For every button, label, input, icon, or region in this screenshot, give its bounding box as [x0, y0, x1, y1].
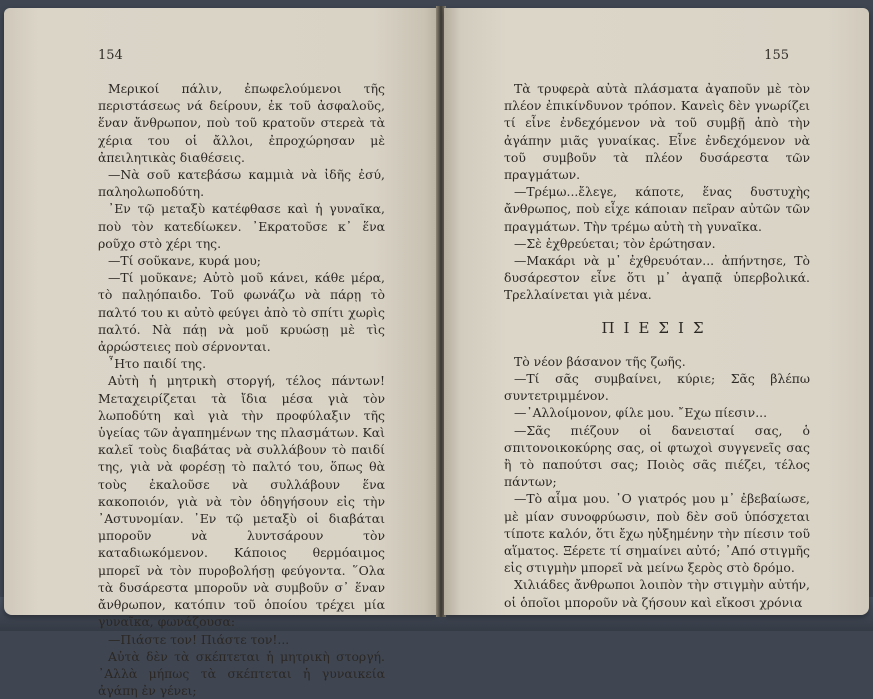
- paragraph: —Σᾶς πιέζουν οἱ δανεισταί σας, ὁ σπιτονοικοκύρης σας, οἱ φτωχοὶ συγγενεῖς σας ἢ τὸ παπούτσι σας; Ποιὸς σᾶς πιέζει, τέλος πάντων;: [504, 422, 810, 490]
- right-page-text: [504, 80, 810, 611]
- section-heading: ΠΙΕΣΙΣ: [601, 318, 713, 337]
- paragraph: —᾿Αλλοίμονον, φίλε μου. ῎Εχω πίεσιν...: [514, 405, 768, 421]
- paragraph: ῏Ητο παιδί της.: [108, 356, 207, 372]
- paragraph: —Πιάστε τον! Πιάστε τον!...: [108, 631, 290, 647]
- paragraph: Τὰ τρυφερὰ αὐτὰ πλάσματα ἀγαποῦν μὲ τὸν πλέον ἐπικίνδυνον τρόπον. Κανεὶς δὲν γνωρίζει τί εἶνε ἐνδεχόμενον νὰ τοῦ συμβῇ ἀπὸ τὴν ἀγάπην μιᾶς γυναίκας. Εἶνε ἐνδεχόμενον νὰ τοῦ συμβοῦν τὰ πλέον δυσάρεστα τῶν πραγμάτων.: [504, 81, 810, 183]
- paragraph: Χιλιάδες ἄνθρωποι λοιπὸν τὴν στιγμὴν αὐτήν, οἱ ὁποῖοι μποροῦν νὰ ζήσουν καὶ εἴκοσι χρόνια: [504, 577, 810, 610]
- paragraph: —Τί σᾶς συμβαίνει, κύριε; Σᾶς βλέπω συντετριμμένον.: [504, 371, 810, 404]
- left-page: [4, 8, 438, 699]
- paragraph: —Τρέμω...ἔλεγε, κάποτε, ἕνας δυστυχὴς ἄνθρωπος, ποὺ εἶχε κάποιαν πεῖραν αὐτῶν τῶν πραγμάτων. Τὴν τρέμω αὐτὴ τὴ γυναῖκα.: [504, 184, 810, 234]
- right-page: [444, 8, 869, 615]
- paragraph: Αὐτὰ δὲν τὰ σκέπτεται ἡ μητρικὴ στοργή. ᾿Αλλὰ μήπως τὰ σκέπτεται ἡ γυναικεία ἀγάπη ἐν γένει;: [98, 648, 385, 699]
- paragraph: Μερικοί πάλιν, ἐπωφελούμενοι τῆς περιστάσεως νά δείρουν, ἐκ τοῦ ἀσφαλοῦς, ἕναν ἄνθρωπον, ποὺ τοῦ κρατοῦν στερεὰ τὰ χέρια του οἱ ἄλλοι, ἐπροχώρησαν μὲ ἀπειλητικὰς διαθέσεις.: [98, 81, 385, 165]
- left-page-text: [98, 80, 385, 699]
- paragraph: ᾿Εν τῷ μεταξὺ κατέφθασε καὶ ἡ γυναῖκα, ποὺ τὸν κατεδίωκεν. ᾿Εκρατοῦσε κ᾿ ἕνα ροῦχο στὸ χέρι της.: [98, 201, 385, 251]
- paragraph: —Τί μοῦκανε; Αὐτὸ μοῦ κάνει, κάθε μέρα, τὸ παλῃόπαιδο. Τοῦ φωνάζω νὰ πάρῃ τὸ παλτό του κι αὐτὸ φεύγει ἀπὸ τὸ σπίτι χωρὶς παλτό. Νὰ πάῃ νὰ μοῦ κρυώσῃ μὲ τὶς ἀρρώστειες ποὺ σέρνονται.: [98, 270, 385, 355]
- page-number-right: 155: [764, 48, 789, 63]
- paragraph: —Τί σοῦκανε, κυρά μου;: [108, 253, 261, 269]
- paragraph: —Μακάρι νὰ μ᾿ ἐχθρευόταν... ἀπήντησε, Τὸ δυσάρεστον εἶνε ὅτι μ᾿ ἀγαπᾷ ὑπερβολικά. Τρελλαίνεται γιὰ μένα.: [504, 253, 810, 303]
- paragraph: Αὐτὴ ἡ μητρικὴ στοργή, τέλος πάντων! Μεταχειρίζεται τὰ ἴδια μέσα γιὰ τὸν λωποδύτη καὶ γιὰ τὴν προφύλαξιν τῆς ὑγείας τῶν ἀγαπημένων της πλασμάτων. Καὶ καλεῖ τοὺς διαβάτας νὰ συλλάβουν τὸ παιδί της, γιὰ νὰ φορέσῃ τὸ παλτό του, ὅπως θὰ τοὺς ἐκαλοῦσε νὰ συλλάβουν ἕνα κακοποιόν, γιὰ νὰ τὸν ὁδηγήσουν εἰς τὴν ᾿Αστυνομίαν. ᾿Εν τῷ μεταξὺ οἱ διαβάται μποροῦν νὰ λυντσάρουν τὸν καταδιωκόμενον. Κάποιος θερμόαιμος μπορεῖ νὰ τὸν πυροβολήσῃ φεύγοντα. ῞Ολα τὰ δυσάρεστα μποροῦν νὰ συμβοῦν σ᾿ ἕναν ἄνθρωπον, κατόπιν τοῦ ὁποίου τρέχει μία γυναῖκα, φωνάζουσα:: [98, 373, 385, 630]
- paragraph: Τὸ νέον βάσανον τῆς ζωῆς.: [514, 353, 686, 369]
- page-number-left: 154: [98, 48, 123, 63]
- paragraph: —Τὸ αἷμα μου. ᾿Ο γιατρός μου μ᾿ ἐβεβαίωσε, μὲ μίαν συνοφρύωσιν, ποὺ δὲν σοῦ ὑπόσχεται τίποτε καλόν, ὅτι ἔχω ηὐξημένην τὴν πίεσιν τοῦ αἵματος. Ξέρετε τί σημαίνει αὐτό; ᾿Από στιγμῆς εἰς στιγμὴν μπορεῖ νὰ μείνω ξερὸς στὸ δρόμο.: [504, 491, 810, 576]
- paragraph: —Σὲ ἐχθρεύεται; τὸν ἐρώτησαν.: [514, 235, 716, 251]
- paragraph: —Νὰ σοῦ κατεβάσω καμμιὰ νὰ ἰδῆς ἐσύ, παληολωποδύτη.: [98, 167, 385, 200]
